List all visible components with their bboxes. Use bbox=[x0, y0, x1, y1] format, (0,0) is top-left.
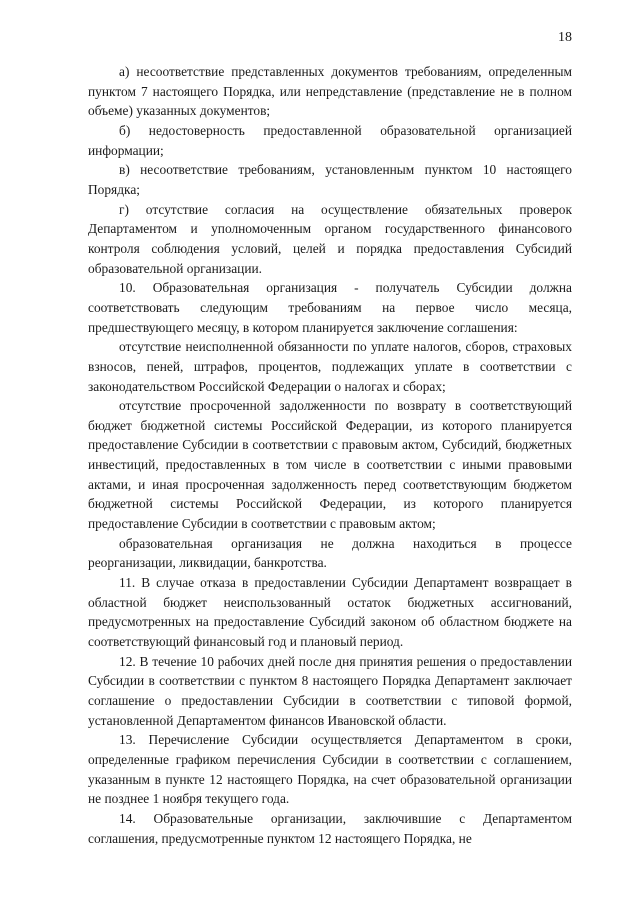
body-text bbox=[88, 62, 572, 848]
paragraph-9c: в) несоответствие требованиям, установленным пунктом 10 настоящего Порядка; bbox=[88, 162, 572, 197]
paragraph-10-requirement-debt: отсутствие просроченной задолженности по возврату в соответствующий бюджет бюджетной системы Российской Федерации, из которого планируется предоставление Субсидии в соответствии с правовым актом, Субсидий, бюджетных инвестиций, предоставленных в том числе в соответствии с иными правовыми актами, и иная просроченная задолженность перед соответствующим бюджетом бюджетной системы Российской Федерации, из которого планируется предоставление Субсидии в соответствии с правовым актом; bbox=[88, 398, 572, 532]
paragraph-9b: б) недостоверность предоставленной образовательной организацией информации; bbox=[88, 122, 572, 158]
page-number: 18 bbox=[558, 30, 572, 45]
paragraph-14: 14. Образовательные организации, заключившие с Департаментом соглашения, предусмотренные пунктом 12 настоящего Порядка, не bbox=[88, 810, 572, 846]
paragraph-12: 12. В течение 10 рабочих дней после дня принятия решения о предоставлении Субсидии в соответствии с пунктом 8 настоящего Порядка Департамент заключает соглашение о предоставлении Субсидии в соответствии с типовой формой, установленной Департаментом финансов Ивановской области. bbox=[88, 653, 572, 728]
paragraph-13: 13. Перечисление Субсидии осуществляется Департаментом в сроки, определенные графиком перечисления Субсидии в соответствии с соглашением, указанным в пункте 12 настоящего Порядка, на счет образовательной организации не позднее 1 ноября текущего года. bbox=[88, 732, 572, 807]
paragraph-10-requirement-taxes: отсутствие неисполненной обязанности по уплате налогов, сборов, страховых взносов, пеней, штрафов, процентов, подлежащих уплате в соответствии с законодательством Российской Федерации о налогах и сборах; bbox=[88, 339, 572, 394]
paragraph-9a: а) несоответствие представленных документов требованиям, определенным пунктом 7 настоящего Порядка, или непредставление (представление не в полном объеме) указанных документов; bbox=[88, 64, 572, 119]
paragraph-10-requirement-reorganization: образовательная организация не должна находиться в процессе реорганизации, ликвидации, банкротства. bbox=[88, 535, 572, 571]
paragraph-9d: г) отсутствие согласия на осуществление обязательных проверок Департаментом и уполномоченным органом государственного финансового контроля соблюдения условий, целей и порядка предоставления Субсидий образовательной организации. bbox=[88, 201, 572, 276]
paragraph-10: 10. Образовательная организация - получатель Субсидии должна соответствовать следующим требованиям на первое число месяца, предшествующего месяцу, в котором планируется заключение соглашения: bbox=[88, 280, 572, 335]
paragraph-11: 11. В случае отказа в предоставлении Субсидии Департамент возвращает в областной бюджет неиспользованный остаток бюджетных ассигнований, предусмотренных на предоставление Субсидий законом об областном бюджете на соответствующий финансовый год и плановый период. bbox=[88, 575, 572, 650]
